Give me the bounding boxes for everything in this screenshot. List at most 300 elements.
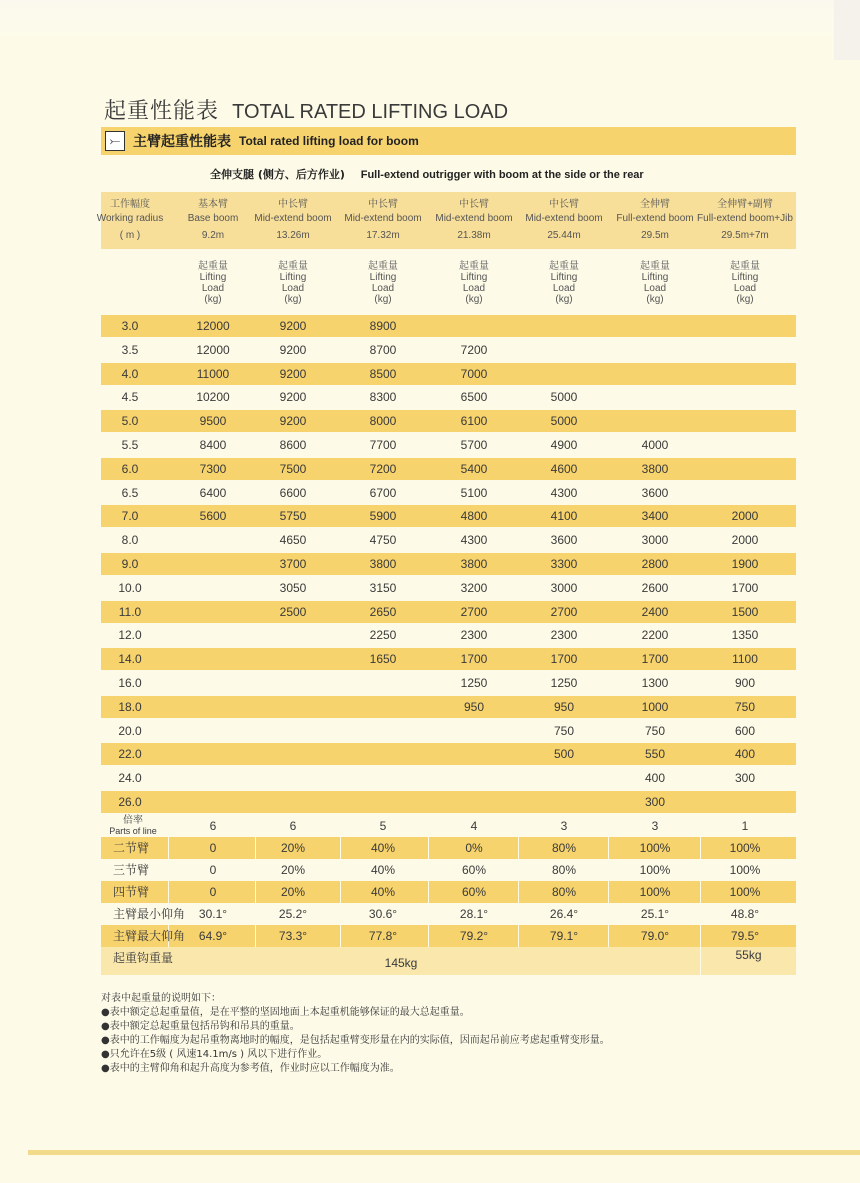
table-cell: 7300 [199,462,227,476]
table-cell [170,648,256,670]
table-cell: 600 [734,724,756,738]
table-cell [170,696,256,718]
table-cell: 3600 [550,533,578,547]
hook-weight-label: 起重钩重量 [113,951,174,965]
subtitle-cn: 全伸支腿 (侧方、后方作业) [210,168,345,181]
cell-separator [700,859,701,881]
table-cell: 1250 [460,676,488,690]
cell-separator [428,859,429,881]
table-row [101,458,796,480]
table-cell: 64.9° [198,929,228,943]
table-cell: 7700 [369,438,397,452]
table-cell: 500 [553,747,575,761]
load-header-line: 起重量 [198,261,228,272]
table-cell [612,410,698,432]
table-row [101,837,796,859]
table-cell: 1700 [550,652,578,666]
load-header-line: Lifting [199,272,227,283]
table-cell [170,624,256,646]
table-cell: 3 [651,819,659,833]
table-cell: 1500 [731,605,759,619]
table-subtitle [210,166,644,182]
row-label: 11.0 [118,605,142,619]
row-label: 10.0 [118,581,142,595]
table-cell: 2300 [460,628,488,642]
table-cell: 2800 [641,557,669,571]
table-cell [612,339,698,361]
row-label: 5.5 [121,438,139,452]
column-header-unit: 29.5m+7m [721,230,769,241]
load-header-line: Lifting [369,272,397,283]
table-cell: 2600 [641,581,669,595]
table-cell: 6100 [460,414,488,428]
table-cell: 3800 [460,557,488,571]
load-header-line: 起重量 [459,261,489,272]
table-cell: 26.4° [549,907,579,921]
table-row [101,577,796,599]
table-cell: 300 [734,771,756,785]
column-header [514,198,614,243]
table-cell: 0 [209,885,217,899]
table-cell: 6 [289,819,297,833]
table-cell: 4000 [641,438,669,452]
table-cell [170,720,256,742]
section-title-bar [101,127,796,155]
table-cell: 5700 [460,438,488,452]
column-header-unit: 13.26m [276,230,310,241]
row-label: 6.0 [121,462,139,476]
load-header-line: Load [733,283,757,294]
table-row [101,339,796,361]
column-header [424,198,524,243]
table-cell [521,791,607,813]
column-header [695,198,795,243]
load-header-line: Lifting [460,272,488,283]
table-cell: 7000 [460,367,488,381]
cell-separator [428,925,429,947]
table-cell: 5100 [460,486,488,500]
table-cell: 950 [553,700,575,714]
table-cell: 2000 [731,533,759,547]
row-label: 主臂最小仰角 [113,907,186,921]
column-header-en: Mid-extend boom [435,213,513,224]
table-cell: 3800 [641,462,669,476]
table-cell: 1700 [460,652,488,666]
note-line: 对表中起重量的说明如下： [101,993,221,1004]
table-row [101,529,796,551]
table-cell: 4750 [369,533,397,547]
table-row [101,815,796,837]
table-cell: 1250 [550,676,578,690]
table-row [101,720,796,742]
table-cell: 79.0° [640,929,670,943]
row-label: 26.0 [118,795,142,809]
table-cell [170,577,256,599]
table-cell: 100% [729,841,761,855]
table-cell: 48.8° [730,907,760,921]
load-header-line: Lifting [731,272,759,283]
table-cell: 9200 [279,390,307,404]
load-header-line: Lifting [550,272,578,283]
table-cell: 8300 [369,390,397,404]
table-cell: 0 [209,841,217,855]
table-cell: 100% [639,885,671,899]
cell-separator [428,881,429,903]
load-header [620,261,690,305]
page-corner [834,0,860,60]
crane-icon: ⤚ [105,131,125,151]
table-cell: 2000 [731,509,759,523]
load-header-line: Load [552,283,576,294]
cell-separator [608,837,609,859]
table-cell: 6500 [460,390,488,404]
table-cell: 10200 [196,390,230,404]
column-header-cn: 中长臂 [368,199,398,210]
table-cell [702,791,788,813]
table-cell [431,767,517,789]
table-cell [340,791,426,813]
column-header-unit: 29.5m [641,230,669,241]
table-cell: 5000 [550,390,578,404]
load-header-line: Load [643,283,667,294]
table-cell: 3 [560,819,568,833]
parts-of-line-label [103,816,163,838]
table-cell [250,791,336,813]
row-label: 22.0 [118,747,142,761]
table-cell: 5000 [550,414,578,428]
table-cell [702,482,788,504]
table-cell: 4100 [550,509,578,523]
row-label: 4.5 [121,390,139,404]
column-header-cn: 中长臂 [549,199,579,210]
table-cell: 4 [470,819,478,833]
title-en: TOTAL RATED LIFTING LOAD [232,101,509,123]
table-cell: 750 [644,724,666,738]
column-header-unit: 9.2m [201,230,225,241]
table-cell [340,720,426,742]
table-cell: 7200 [460,343,488,357]
table-cell: 3700 [279,557,307,571]
cell-separator [518,925,519,947]
table-cell: 950 [463,700,485,714]
load-header-line: (kg) [284,294,302,305]
table-cell: 100% [729,885,761,899]
row-label: 14.0 [118,652,142,666]
table-cell [521,363,607,385]
load-header-line: 起重量 [730,261,760,272]
column-header [243,198,343,243]
table-row [101,315,796,337]
table-cell: 60% [461,863,487,877]
table-cell: 8600 [279,438,307,452]
table-cell [521,767,607,789]
load-header-line: (kg) [204,294,222,305]
row-label: 四节臂 [113,885,150,899]
table-cell: 2300 [550,628,578,642]
table-cell [702,410,788,432]
row-label: 7.0 [121,509,139,523]
cell-separator [608,925,609,947]
table-cell: 5 [379,819,387,833]
table-cell [250,743,336,765]
note-line: ●表中的工作幅度为起吊重物离地时的幅度，是包括起重臂变形量在内的实际值，因而起吊前应考虑起重臂变形量。 [101,1035,610,1046]
cell-separator [428,837,429,859]
table-row [101,624,796,646]
table-row [101,363,796,385]
note-line: ●表中额定总起重量值，是在平整的坚固地面上本起重机能够保证的最大总起重量。 [101,1007,470,1018]
table-cell: 750 [734,700,756,714]
table-cell [612,386,698,408]
table-cell: 79.5° [730,929,760,943]
table-cell: 79.2° [459,929,489,943]
table-cell: 7500 [279,462,307,476]
table-cell: 20% [280,885,306,899]
table-cell: 5600 [199,509,227,523]
column-header-cn: 基本臂 [198,199,228,210]
table-cell: 2400 [641,605,669,619]
table-cell: 100% [639,863,671,877]
table-row [101,925,796,947]
table-cell: 40% [370,841,396,855]
load-header-line: (kg) [374,294,392,305]
row-label: 12.0 [118,628,142,642]
load-header-line: (kg) [555,294,573,305]
table-row [101,881,796,903]
row-label: 主臂最大仰角 [113,929,186,943]
load-header [439,261,509,305]
table-cell: 100% [729,863,761,877]
table-cell: 3400 [641,509,669,523]
load-header [710,261,780,305]
column-header-en: Mid-extend boom [525,213,603,224]
load-header-line: Load [371,283,395,294]
table-cell [340,672,426,694]
table-cell: 12000 [196,343,230,357]
table-cell: 25.2° [278,907,308,921]
cell-separator [608,881,609,903]
cell-separator [700,881,701,903]
table-cell: 5750 [279,509,307,523]
table-cell: 1650 [369,652,397,666]
parts-of-line-en: Parts of line [109,826,157,836]
column-header-en: Full-extend boom+Jib [697,213,793,224]
table-cell: 4800 [460,509,488,523]
table-cell: 6400 [199,486,227,500]
table-cell [702,315,788,337]
table-cell: 5400 [460,462,488,476]
load-header-line: (kg) [646,294,664,305]
table-cell: 11000 [196,367,230,381]
column-header-cn: 中长臂 [459,199,489,210]
load-header-line: Load [462,283,486,294]
table-cell: 2500 [279,605,307,619]
table-cell: 30.6° [368,907,398,921]
table-cell: 3000 [550,581,578,595]
load-header [348,261,418,305]
table-cell: 550 [644,747,666,761]
section-title-cn: 主臂起重性能表 [133,134,231,150]
table-cell: 1000 [641,700,669,714]
table-row [101,672,796,694]
load-header-line: 起重量 [368,261,398,272]
table-cell: 3600 [641,486,669,500]
table-cell: 80% [551,841,577,855]
table-cell: 3000 [641,533,669,547]
table-cell: 3150 [369,581,397,595]
table-cell: 77.8° [368,929,398,943]
table-cell: 1350 [731,628,759,642]
table-row [101,601,796,623]
table-cell: 8700 [369,343,397,357]
table-cell: 2650 [369,605,397,619]
table-cell: 4900 [550,438,578,452]
table-cell: 0 [209,863,217,877]
load-header-line: Load [201,283,225,294]
load-header-line: Lifting [641,272,669,283]
load-header-line: 起重量 [278,261,308,272]
table-cell [250,720,336,742]
table-cell: 9200 [279,367,307,381]
table-cell: 3050 [279,581,307,595]
table-cell: 8500 [369,367,397,381]
table-row [101,482,796,504]
table-cell: 12000 [196,319,230,333]
table-cell [612,315,698,337]
row-label: 三节臂 [113,863,150,877]
table-cell: 20% [280,841,306,855]
table-cell: 1100 [732,652,758,666]
load-header-line: (kg) [736,294,754,305]
table-cell [250,767,336,789]
table-row [101,648,796,670]
column-header-cn: 工作幅度 [110,199,150,210]
table-cell: 750 [553,724,575,738]
table-cell: 6 [209,819,217,833]
table-row [101,743,796,765]
table-cell [431,720,517,742]
table-cell: 2700 [550,605,578,619]
table-cell: 2700 [460,605,488,619]
table-cell: 3300 [550,557,578,571]
table-cell [521,315,607,337]
load-header-line: Lifting [279,272,307,283]
row-label: 3.0 [121,319,139,333]
cell-separator [518,881,519,903]
table-cell: 1300 [641,676,669,690]
note-line: ●表中的主臂仰角和起升高度为参考值，作业时应以工作幅度为准。 [101,1063,400,1074]
table-cell: 9200 [279,319,307,333]
subtitle-en: Full-extend outrigger with boom at the side or the rear [360,169,644,181]
table-cell [340,696,426,718]
table-cell: 300 [644,795,666,809]
table-cell [702,386,788,408]
column-header-en: Working radius [96,213,164,224]
page-edge [0,0,860,40]
table-cell: 1700 [641,652,669,666]
row-label: 5.0 [121,414,139,428]
table-cell: 6600 [279,486,307,500]
table-cell [431,743,517,765]
row-label: 20.0 [118,724,142,738]
table-cell: 2250 [369,628,397,642]
load-header [178,261,248,305]
load-header [258,261,328,305]
table-cell: 73.3° [278,929,308,943]
table-row [101,903,796,925]
load-header [529,261,599,305]
table-row [101,386,796,408]
table-cell [702,434,788,456]
table-cell: 1 [741,819,749,833]
note-line: ●表中额定总起重量包括吊钩和吊具的重量。 [101,1021,300,1032]
table-cell [250,672,336,694]
table-row [101,696,796,718]
table-cell: 6700 [369,486,397,500]
table-cell: 40% [370,863,396,877]
cell-separator [518,859,519,881]
section-title-en: Total rated lifting load for boom [239,134,419,148]
table-cell: 8900 [369,319,397,333]
table-cell: 9200 [279,343,307,357]
table-cell: 5900 [369,509,397,523]
cell-separator [608,859,609,881]
column-header-en: Full-extend boom [616,213,694,224]
table-cell: 9500 [199,414,227,428]
table-row [101,791,796,813]
column-header-en: Base boom [187,213,239,224]
row-label: 3.5 [121,343,139,357]
table-cell: 80% [551,863,577,877]
table-cell: 900 [734,676,756,690]
cell-separator [700,837,701,859]
table-row [101,859,796,881]
column-header [333,198,433,243]
table-cell [170,553,256,575]
row-label: 9.0 [121,557,139,571]
bottom-band [28,1150,860,1155]
table-cell: 30.1° [198,907,228,921]
column-header-en: Mid-extend boom [344,213,422,224]
row-label: 二节臂 [113,841,150,855]
table-cell [431,315,517,337]
column-header-unit: 17.32m [366,230,400,241]
cell-separator [518,837,519,859]
table-cell [250,648,336,670]
table-cell: 1700 [731,581,759,595]
table-cell [521,339,607,361]
table-cell [170,672,256,694]
table-cell: 8000 [369,414,397,428]
load-header-line: (kg) [465,294,483,305]
column-header-unit: 21.38m [457,230,491,241]
table-cell: 20% [280,863,306,877]
table-cell: 8400 [199,438,227,452]
table-cell: 4300 [550,486,578,500]
column-header-unit: 25.44m [547,230,581,241]
table-row [101,767,796,789]
table-cell [250,696,336,718]
column-header-en: Mid-extend boom [254,213,332,224]
title-cn: 起重性能表 [104,99,220,124]
load-header-line: 起重量 [549,261,579,272]
table-cell [340,767,426,789]
table-cell [702,458,788,480]
table-cell: 80% [551,885,577,899]
row-label: 4.0 [121,367,139,381]
column-header-cn: 全伸臂 [640,199,670,210]
row-label: 24.0 [118,771,142,785]
table-cell [431,791,517,813]
